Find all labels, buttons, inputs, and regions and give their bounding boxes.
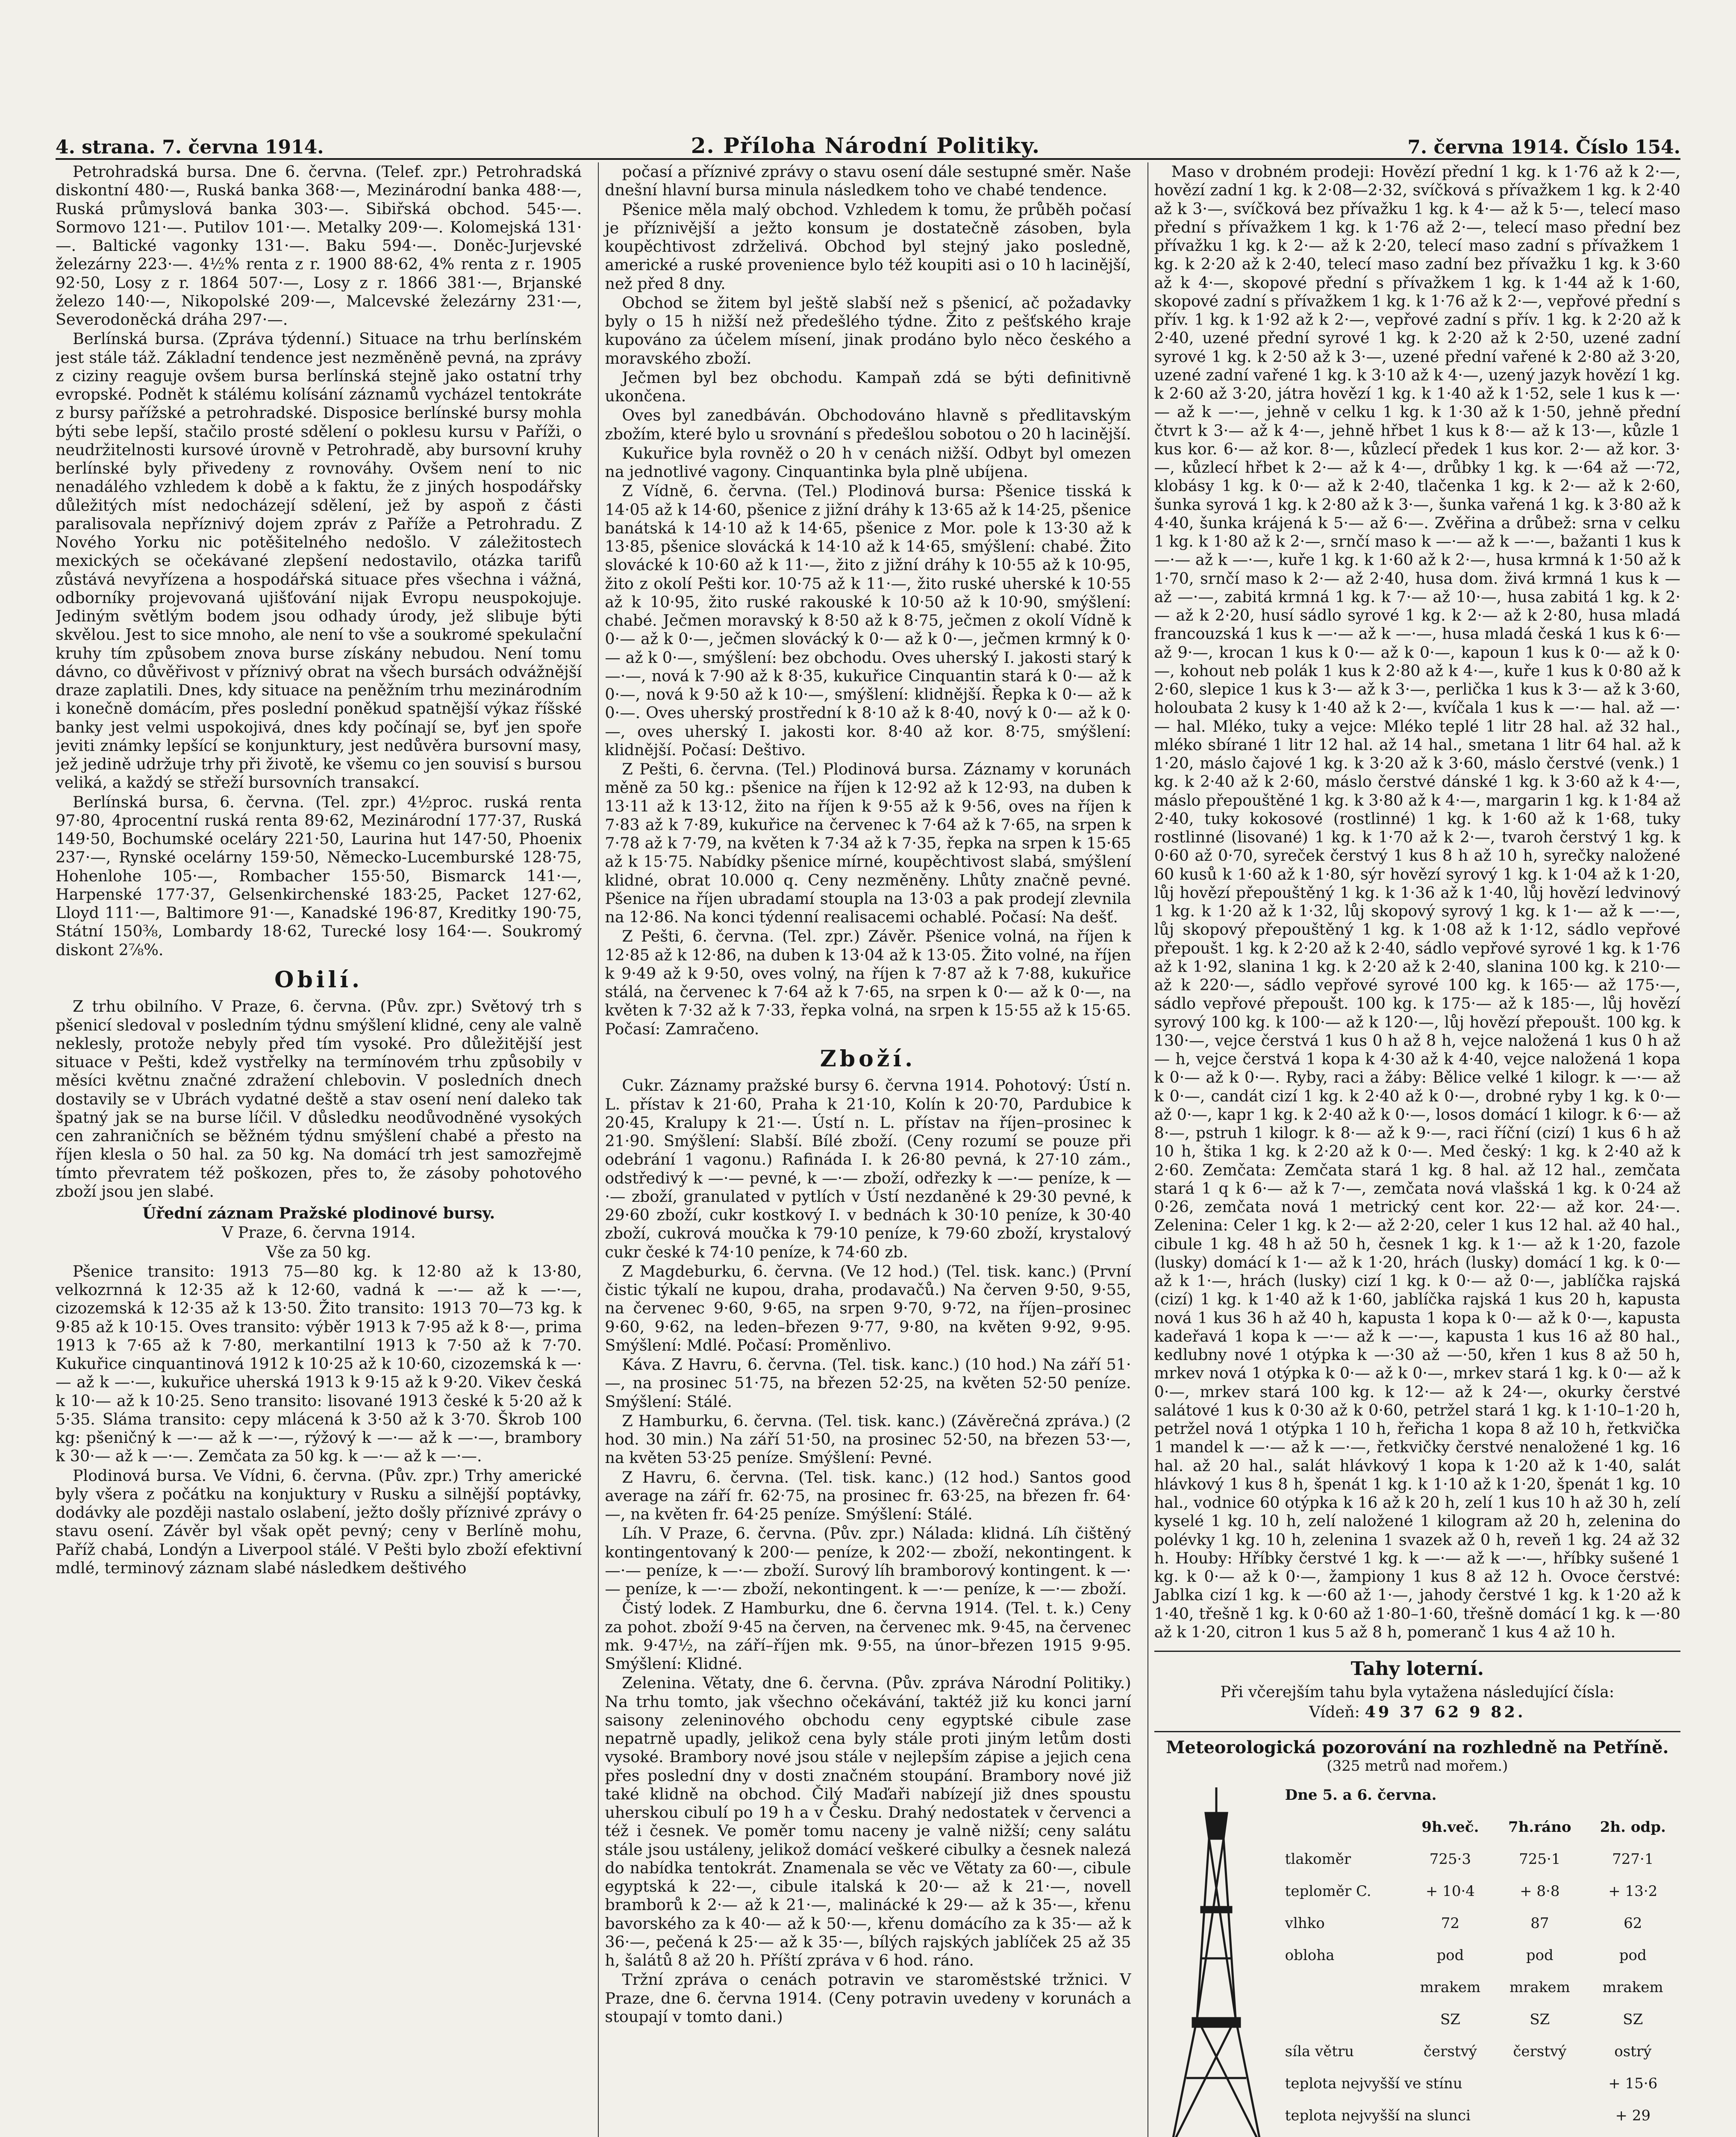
meteo-value: čerstvý: [1513, 2043, 1567, 2060]
petrin-tower-illustration: [1154, 1779, 1278, 2137]
meteo-value: 72: [1441, 1914, 1460, 1932]
article-continued: počasí a příznivé zprávy o stavu osení dále sestupné směr. Naše dnešní hlavní bursa minula následkem toho ve chabé tendence.: [605, 162, 1131, 200]
page-header: [56, 111, 1680, 160]
article-kukurice: Kukuřice byla rovněž o 20 h v cenách nižší. Odbyt byl omezen na jednotlivé vagony. Cinquantinka byla plně ubíjena.: [605, 444, 1131, 481]
column-2: [598, 162, 1131, 2137]
meteo-extreme-label: [1283, 2131, 1586, 2137]
article-oves: Oves byl zanedbáván. Obchodováno hlavně s předlitavským zbožím, které bylo u srovnání s předešlou sobotou o 20 h lacinější.: [605, 406, 1131, 443]
meteo-value: mrakem: [1509, 1978, 1570, 1996]
meteo-hour: 2h. odp.: [1600, 1818, 1666, 1836]
article-plodinova-bursa-viden: Plodinová bursa. Ve Vídni, 6. června. (Pův. zpr.) Trhy americké byly všera z počátku na konjuktury v Rusku a silnější poptávky, dodávky ale později nastalo oslabení, ježto došly příznivé zprávy o stavu osení. Závěr byl však opět pevný; ceny v Berlíně mohu, Paříž chabá, Londýn a Liverpool stálé. V Pešti bylo zboží efektivní mdlé, terminový záznam slabé následkem deštivého: [56, 1466, 582, 1577]
unit-line: Vše za 50 kg.: [266, 1242, 371, 1261]
lottery-result: [1154, 1703, 1680, 1721]
meteo-extreme-row: [1283, 2099, 1680, 2131]
meteo-value: 725·1: [1519, 1850, 1561, 1868]
meteo-value: mrakem: [1420, 1978, 1481, 1996]
meteo-extreme-value: + 29: [1615, 2107, 1651, 2124]
meteo-date: Dne 5. a 6. června.: [1285, 1786, 1437, 1804]
meteo-extreme-label: teplota nejvyšší ve stínu: [1285, 2075, 1462, 2092]
meteo-value: 87: [1530, 1914, 1549, 1932]
meteo-hours-row: [1283, 1811, 1680, 1843]
meteo-row-label: tlakoměr: [1285, 1850, 1351, 1868]
meteo-row: [1283, 1939, 1680, 1971]
meteo-extreme-row: [1283, 2131, 1680, 2137]
columns: [56, 162, 1680, 2137]
meteo-title: Meteorologická pozorování na rozhledně na Petříně.: [1166, 1737, 1669, 1757]
meteo-value: mrakem: [1602, 1978, 1663, 1996]
meteo-subtitle: (325 metrů nad mořem.): [1327, 1757, 1508, 1775]
meteo-hour: 9h.več.: [1421, 1818, 1479, 1836]
article-zito: Obchod se žitem byl ještě slabší než s pšenicí, ač požadavky byly o 15 h nižší než předešlého týdne. Žito z pešťského kraje kupováno za účelem mísení, jinak prodáno bylo něco českého a moravského zboží.: [605, 293, 1131, 368]
article-zelenina: Zelenina. Větaty, dne 6. června. (Pův. zpráva Národní Politiky.) Na trhu tomto, jak všechno očekávání, taktéž již ku konci jarní saisony zeleninového obchodu ceny egyptské cibule zase nepatrně upadly, jelikož cena byly stále proti jiným letům dosti vysoké. Brambory nové jsou stále v nejlepším zápise a jejich cena přes poslední dny v dosti značném stoupání. Brambory nové již také klidně na obchod. Čilý Maďaři nabízejí již dnes spoustu uherskou cibulí po 19 h a v Česku. Drahý nedostatek v červenci a též i česnek. Ve poměr tomu naceny je valně nižší; ceny salátu stále jsou ustáleny, jelikož domácí veškeré cibulky a česnek nalezá do nabídka tentokrát. Znamenala se věc ve Větaty za 60·—, cibule egyptská k 22·—, cibule italská k 20·— až k 21·—, novell bramborů k 2·— až k 21·—, malinácké k 29·— až k 35·—, křenu bavorského za k 40·— až k 50·—, křenu domácího za k 35·— až k 36·—, pečená k 25·— až k 35·—, bílých rajských jablíček 25 až 35 h, šalátů 8 až 20 h. Příští zpráva v 6 hod. ráno.: [605, 1674, 1131, 1970]
article-trh-obilni: Z trhu obilního. V Praze, 6. června. (Pův. zpr.) Světový trh s pšenicí sledoval v posledním týdnu smýšlení klidné, ceny ale valně neklesly, protože nebyly před tím vysoké. Pro důležitější jest situace v Pešti, kdež vystřelky na termínovém trhu způsobily v měsíci květnu značné zdražení chlebovin. V posledních dnech dostavily se v Ubrách vydatné deště a stav osení není daleko tak špatný jak se na burse líčil. V důsledku neodůvodněné vysokých cen zahraničních se běžném týdnu smýšlení chabé a přesto na říjen klesla o 50 hal. za 50 kg. Na domácí trh jest samozřejmě tímto převratem též poškozen, přes to, že zásoby pohotového zboží jsou jen slabé.: [56, 997, 582, 1201]
article-petrohrad-bursa: Petrohradská bursa. Dne 6. června. (Telef. zpr.) Petrohradská diskontní 480·—, Ruská banka 368·—, Mezinárodní banka 488·—, Ruská průmyslová banka 303·—. Sibiřská obchod. 545·—. Sormovo 121·—. Putilov 101·—. Metalky 209·—. Kolomejská 131·—. Baltické vagonky 131·—. Baku 594·—. Doněc-Jurjevské železárny 223·—. 4½% renta z r. 1900 88·62, 4% renta z r. 1905 92·50, Losy z r. 1864 507·—, Losy z r. 1866 381·—, Brjanské železo 140·—, Nikopolské 209·—, Malcevské železárny 231·—, Severodoněcká dráha 297·—.: [56, 162, 582, 329]
meteo-value: 727·1: [1612, 1850, 1654, 1868]
section-heading-zbozi: Zboží.: [820, 1045, 916, 1072]
article-lih: Líh. V Praze, 6. června. (Pův. zpr.) Nálada: klidná. Líh čištěný kontingentovaný k 200·— peníze, k 202·— zboží, nekontingent. k —·— peníze, k —·— zboží. Surový líh bramborový kontingent. k —·— peníze, k —·— zboží, nekontingent. k —·— peníze, k —·— zboží.: [605, 1524, 1131, 1598]
article-viden-plodinova: Z Vídně, 6. června. (Tel.) Plodinová bursa: Pšenice tisská k 14·05 až k 14·60, pšenice z jižní dráhy k 13·65 až k 14·25, pšenice banátská k 14·10 až k 14·65, pšenice z Mor. pole k 13·30 až k 13·85, pšenice slovácká k 14·10 až k 14·65, smýšlení: chabé. Žito slovácké k 10·60 až k 11·—, žito z jižní dráhy k 10·55 až k 10·95, žito z okolí Pešti kor. 10·75 až k 11·—, žito ruské uherské k 10·55 až k 10·95, žito ruské rakouské k 10·50 až k 10·90, smýšlení: chabé. Ječmen moravský k 8·50 až k 8·75, ječmen z okolí Vídně k 0·— až k 0·—, ječmen slovácký k 0·— až k 0·—, ječmen krmný k 0·— až k 0·—, smýšlení: bez obchodu. Oves uherský I. jakosti starý k —·—, nová k 7·90 až k 8·35, kukuřice Cinquantin stará k 0·— až k 0·—, nová k 9·50 až k 10·—, smýšlení: klidnější. Řepka k 0·— až k 0·—. Oves uherský prostřední k 8·10 až k 8·40, nový k 0·— až k 0·—, oves uherský I. jakosti kor. 8·40 až kor. 8·75, smýšlení: klidnější. Počasí: Deštivo.: [605, 482, 1131, 759]
meteo-row-label: [1283, 2003, 1406, 2035]
meteo-value: 725·3: [1429, 1850, 1471, 1868]
lottery-city: Vídeň:: [1309, 1703, 1360, 1722]
lottery-box: [1154, 1651, 1680, 1722]
lottery-intro: Při včerejším tahu byla vytažena následující čísla:: [1220, 1683, 1615, 1701]
meteo-extreme-row: [1283, 2067, 1680, 2099]
meteo-value: SZ: [1440, 2010, 1460, 2028]
meteo-extreme-value: [1586, 2131, 1680, 2137]
lottery-title: Tahy loterní.: [1351, 1658, 1484, 1680]
article-pest-plodinova: Z Pešti, 6. června. (Tel.) Plodinová bursa. Záznamy v korunách měně za 50 kg.: pšenice na říjen k 12·92 až k 12·93, na duben k 13·11 až k 13·12, žito na říjen k 9·55 až k 9·56, oves na říjen k 7·83 až k 7·89, kukuřice na červenec k 7·64 až k 7·65, na srpen k 7·78 až k 7·79, na květen k 7·34 až k 7·35, řepka na srpen k 15·65 až k 15·75. Nabídky pšenice mírné, koupěchtivost slabá, smýšlení klidné, obrat 10.000 q. Ceny nezměněny. Lhůty značně pevné. Pšenice na říjen ubradamí stoupla na 13·03 a pak prodejí zlevnila na 12·86. Na konci týdenní realisacemi ochablé. Počasí: Na dešť.: [605, 760, 1131, 926]
article-psenice: Pšenice měla malý obchod. Vzhledem k tomu, že průběh počasí je příznivější a ježto konsum je dostatečně zásoben, byla koupěchtivost zdrželivá. Obchod byl stejný jako posledně, americké a ruské provenience bylo též koupiti asi o 10 h lacinější, než před 8 dny.: [605, 200, 1131, 293]
article-berlin-weekly: Berlínská bursa. (Zpráva týdenní.) Situace na trhu berlínském jest stále táž. Základní tendence jest nezměněně pevná, na zprávy z ciziny reaguje ovšem bursa berlínská stejně jako ostatní trhy evropské. Podnět k stálému kolísání záznamů vycházel tentokráte z bursy pařížské a petrohradské. Disposice berlínské bursy mohla býti sebe lepší, stačilo prosté sdělení o poklesu kursu v Paříži, o neudržitelnosti kursové úrovně v Petrohradě, aby bursovní kruhy berlínské byly přivedeny z rovnováhy. Ovšem není to nic nenadálého vzhledem k době a k faktu, že z jiných hospodářsky důležitých míst nedocházejí sdělení, jež by aspoň z části paralisovala nepříznivý dojem zpráv z Paříže a Petrohradu. Z Nového Yorku nic potěšitelného nedošlo. V záležitostech mexických se očekávané zlepšení nedostavilo, otázka tarifů zůstává nevyřízena a hospodářská situace přes všechna i vážná, odborníky projevovaná ujišťování nijak Evropu neuspokojuje. Jediným světlým bodem jsou odhady úrody, jež slibuje býti skvělou. Jest to sice mnoho, ale není to vše a soukromé spekulační kruhy tím způsobem znova burse získány nebudou. Není tomu dávno, co důvěřivost v příznivý obrat na všech bursách odvážnější draze zaplatili. Dnes, kdy situace na peněžním trhu mezinárodním i konečně domácím, přes poslední poněkud spatnější výkaz říšské banky jest velmi uspokojivá, dnes kdy počínají se, byť jen spoře jeviti známky lepšící se konjunktury, jest nedůvěra bursovní masy, jež jedině udržuje trhy při životě, ke všemu co jen souvisí s bursou veliká, a každý se střeží bursovních transakcí.: [56, 330, 582, 792]
meteo-row-label: [1283, 1971, 1406, 2003]
meteo-value: pod: [1619, 1946, 1647, 1964]
meteo-row-label: teploměr C.: [1285, 1882, 1371, 1900]
meteo-extreme-value: + 15·6: [1608, 2075, 1658, 2092]
meteo-value: 62: [1624, 1914, 1642, 1932]
article-berlin-bursa: Berlínská bursa, 6. června. (Tel. zpr.) 4½proc. ruská renta 97·80, 4procentní ruská renta 89·62, Mezinárodní 177·37, Ruská 149·50, Bochumské oceláry 221·50, Laurina hut 147·50, Phoenix 237·—, Rynské ocelárny 159·50, Německo-Lucemburské 128·75, Hohenlohe 105·—, Rombacher 155·50, Bismarck 141·—, Harpenské 177·37, Gelsenkirchenské 183·25, Packet 127·62, Lloyd 111·—, Baltimore 91·—, Kanadské 196·87, Kreditky 190·75, Státní 150⅜, Lombardy 18·62, Turecké losy 164·—. Soukromý diskont 2⅞%.: [56, 792, 582, 959]
meteo-extreme-label: teplota nejvyšší na slunci: [1285, 2107, 1471, 2124]
article-prazska-bursa-prices: Pšenice transito: 1913 75—80 kg. k 12·80 až k 13·80, velkozrnná k 12·35 až k 12·60, vadná k —·— až k —·—, cizozemská k 12·35 až k 13·50. Žito transito: 1913 70—73 kg. k 9·85 až k 10·15. Oves transito: výběr 1913 k 7·95 až k 8·—, prima 1913 k 7·65 až k 7·80, merkantilní 1913 k 7·50 až k 7·70. Kukuřice cinquantinová 1912 k 10·25 až k 10·60, cizozemská k —·— až k —·—, kukuřice uherská 1913 k 9·15 až k 9·20. Vikev česká k 10·— až k 10·25. Seno transito: lisované 1913 české k 5·20 až k 5·35. Sláma transito: cepy mlácená k 3·50 až k 3·70. Škrob 100 kg: pšeničný k —·— až k —·—, rýžový k —·— až k —·—, brambory k 30·— až k —·—. Zemčata za 50 kg. k —·— až k —·—.: [56, 1262, 582, 1466]
meteo-value: + 8·8: [1520, 1882, 1560, 1900]
column-1: [56, 162, 582, 2137]
meteo-row-label: vlhko: [1285, 1914, 1325, 1932]
meteo-value: pod: [1526, 1946, 1554, 1964]
article-pest-zaver: Z Pešti, 6. června. (Tel. zpr.) Závěr. Pšenice volná, na říjen k 12·85 až k 12·86, na duben k 13·04 až k 13·05. Žito volné, na říjen k 9·49 až k 9·50, oves volný, na říjen k 7·87 až k 7·88, kukuřice stálá, na červenec k 7·64 až k 7·65, na srpen k 0·— až k 0·—, na květen k 7·32 až k 7·33, řepka volná, na srpen k 15·55 až k 15·65. Počasí: Zamračeno.: [605, 927, 1131, 1038]
meteo-value: + 13·2: [1608, 1882, 1658, 1900]
header-right: 7. června 1914. Číslo 154.: [1407, 136, 1680, 158]
meteo-value: + 10·4: [1425, 1882, 1475, 1900]
meteo-row: [1283, 1843, 1680, 1875]
lottery-numbers: 49 37 62 9 82.: [1365, 1703, 1526, 1722]
meteo-hour: 7h.ráno: [1508, 1818, 1571, 1836]
article-magdeburk: Z Magdeburku, 6. června. (Ve 12 hod.) (Tel. tisk. kanc.) (První čistic týkalí ne kupou, draha, prodavačů.) Na červen 9·50, 9·55, na červenec 9·60, 9·65, na srpen 9·70, 9·72, na říjen–prosinec 9·60, 9·62, na leden–březen 9·77, 9·80, na květen 9·92, 9·95. Smýšlení: Mdlé. Počasí: Proměnlivo.: [605, 1262, 1131, 1354]
meteo-table: [1283, 1779, 1680, 2137]
article-kava-havr-2: Z Havru, 6. června. (Tel. tisk. kanc.) (12 hod.) Santos good average na září fr. 62·75, na prosinec fr. 63·25, na březen fr. 64·—, na květen fr. 64·25 peníze. Smýšlení: Stálé.: [605, 1468, 1131, 1524]
date-line: V Praze, 6. června 1914.: [221, 1223, 416, 1242]
article-trzni-zprava: Tržní zpráva o cenách potravin ve staroměstské tržnici. V Praze, dne 6. června 1914. (Ceny potravin uvedeny v korunách a stoupají v tomto dani.): [605, 1970, 1131, 2026]
section-heading-obili: Obilí.: [274, 966, 363, 993]
meteo-value: SZ: [1530, 2010, 1550, 2028]
meteo-row: [1283, 2035, 1680, 2067]
subheading-uredni-zaznam: Úřední záznam Pražské plodinové bursy.: [142, 1204, 495, 1223]
meteo-value: ostrý: [1614, 2043, 1652, 2060]
meteo-value: čerstvý: [1423, 2043, 1477, 2060]
article-ceny-potravin: Maso v drobném prodeji: Hovězí přední 1 kg. k 1·76 až k 2·—, hovězí zadní 1 kg. k 2·08—2·32, svíčková s přívažkem 1 kg. k 2·40 až k 3·—, svíčková bez přívažku 1 kg. k 4·— až k 5·—, telecí maso přední s přívažkem 1 kg. k 1·76 až 2·—, telecí maso přední bez přívažku 1 kg. k 2·— až k 2·20, telecí maso zadní s přívažkem 1 kg. k 2·20 až k 2·40, telecí maso zadní bez přívažku 1 kg. k 3·60 až k 4·—, skopové přední s přívažkem 1 kg. k 1·44 až k 1·60, skopové zadní s přívažkem 1 kg. k 1·76 až k 2·—, vepřové přední s přív. 1 kg. k 1·92 až k 2·—, vepřové zadní s přív. 1 kg. k 2·20 až k 2·40, uzené přední syrové 1 kg. k 2·20 až k 2·50, uzené zadní syrové 1 kg. k 2·50 až k 3·—, uzené přední vařené k 2·80 až 3·20, uzené zadní vařené 1 kg. k 3·10 až k 4·—, uzený jazyk hovězí 1 kg. k 2·60 až 3·20, játra hovězí 1 kg. k 1·40 až k 1·52, sele 1 kus k —·— až k —·—, jehně v celku 1 kg. k 1·30 až k 1·50, jehně přední čtvrt k 3·— až k 4·—, jehně hřbet 1 kus k 8·— až k 13·—, kůzle 1 kus kor. 6·— až kor. 8·—, kůzlecí předek 1 kus kor. 2·— až kor. 3·—, kůzlecí hřbet k 2·— až k 4·—, drůbky 1 kg. k —·64 až —·72, klobásy 1 kg. k 0·— až k 2·40, tlačenka 1 kg. k 2·— až k 2·60, šunka syrová 1 kg. k 2·80 až k 3·—, šunka vařená 1 kg. k 3·80 až k 4·40, šunka krájená k 5·— až 6·—. Zvěřina a drůbež: srna v celku 1 kg. k 1·80 až k 2·—, srnčí maso k —·— až k —·—, bažanti 1 kus k —·— až k —·—, kuře 1 kg. k 1·60 až k 2·—, husa krmná k 1·50 až k 1·70, srnčí maso k 2·— až 2·40, husa dom. živá krmná 1 kus k — až —·—, zabitá krmná 1 kg. k 7·— až 10·—, husa zabitá 1 kg. k 2·— až k 2·20, husí sádlo syrové 1 kg. k 2·— až k 2·80, husa mladá francouzská 1 kus k —·— až k —·—, husa mladá česká 1 kus k 6·— až 9·—, krocan 1 kus k 0·— až k 0·—, kapoun 1 kus k 0·— až k 0·—, kohout neb polák 1 kus k 2·80 až k 4·—, kuře 1 kus k 0·80 až k 2·60, slepice 1 kus k 3·— až k 3·—, perlička 1 kus k 3·— až k 3·60, holoubata 2 kusy k 1·40 až k 2·—, kvíčala 1 kus k —·— hal. až —·— hal. Mléko, tuky a vejce: Mléko teplé 1 litr 28 hal. až 32 hal., mléko sbírané 1 litr 12 hal. až 14 hal., smetana 1 litr 64 hal. až k 1·20, máslo čajové 1 kg. k 3·20 až k 3·60, máslo čerstvé (venk.) 1 kg. k 2·40 až k 2·60, máslo čerstvé dánské 1 kg. k 3·60 až k 4·—, máslo přepouštěné 1 kg. k 3·80 až k 4·—, margarin 1 kg. k 1·84 až 2·40, tuky kokosové (rostlinné) 1 kg. k 1·60 až k 1·68, tuky rostlinné (lisované) 1 kg. k 1·70 až k 2·—, tvaroh čerstvý 1 kg. k 0·60 až 0·70, syreček čerstvý 1 kus 8 h až 10 h, syrečky naložené 60 kusů k 1·60 až k 1·80, sýr hovězí syrový 1 kg. k 1·04 až k 1·20, lůj hovězí přepouštěný 1 kg. k 1·36 až k 1·40, lůj hovězí ledvinový 1 kg. k 1·20 až k 1·32, lůj skopový syrový 1 kg. k 1·— až k —·—, lůj skopový přepouštěný 1 kg. k 1·08 až k 1·12, sádlo vepřové přepoušt. 1 kg. k 2·20 až k 2·40, sádlo vepřové syrové 1 kg. k 1·76 až k 1·92, slanina 1 kg. k 2·20 až k 2·40, slanina 100 kg. k 210·— až k 220·—, sádlo vepřové syrové 100 kg. k 165·— až 175·—, sádlo vepřové přepoušt. 100 kg. k 175·— až k 185·—, lůj hovězí syrový 100 kg. k 100·— až k 120·—, lůj hovězí přepoušt. 100 kg. k 130·—, vejce čerstvá 1 kus 0 h až 8 h, vejce naložená 1 kus 0 h až — h, vejce čerstvá 1 kopa k 4·30 až k 4·40, vejce naložená 1 kopa k 0·— až k 0·—. Ryby, raci a žáby: Bělice velké 1 kilogr. k —·— až k 0·—, candát cizí 1 kg. k 2·40 až k 0·—, drobné ryby 1 kg. k 0·— až 0·—, kapr 1 kg. k 2·40 až k 0·—, losos domácí 1 kilogr. k 6·— až 8·—, pstruh 1 kilogr. k 8·— až k 9·—, raci říční (cizí) 1 kus 6 h až 10 h, štika 1 kg. k 2·20 až k 0·—. Med český: 1 kg. k 2·40 až k 2·60. Zemčata: Zemčata stará 1 kg. 8 hal. až 12 hal., zemčata stará 1 q k 6·— až k 7·—, zemčata nová vlašská 1 kg. k 0·24 až 0·26, zemčata nová 1 metrický cent kor. 22·— až kor. 24·—. Zelenina: Celer 1 kg. k 2·— až 2·20, celer 1 kus 12 hal. až 40 hal., cibule 1 kg. 48 h až 50 h, česnek 1 kg. k 1·— až k 1·20, fazole (lusky) domácí k 1·— až k 1·20, hrách (lusky) domácí 1 kg. k 0·— až k 1·—, hrách (lusky) cizí 1 kg. k 0·— až 0·—, jablíčka rajská (cizí) 1 kg. k 1·40 až k 1·60, jablíčka rajská 1 kus 20 h, kapusta nová 1 kus 36 h až 40 h, kapusta 1 kopa k 0·— až k 0·—, kapusta kadeřavá 1 kopa k —·— až k —·—, kapusta 1 kus 16 až 80 hal., kedlubny nové 1 otýpka k —·30 až —·50, křen 1 kus 8 až 50 h, mrkev nová 1 otýpka k 0·— až k 0·—, mrkev stará 1 kg. k 0·— až k 0·—, mrkev stará 100 kg. k 12·— až k 24·—, okurky čerstvé salátové 1 kus k 0·30 až k 0·60, petržel stará 1 kg. k 1·10–1·20 h, petržel nová 1 otýpka 1 10 h, řeřicha 1 kopa 8 až 10 h, řetkvička 1 mandel k —·— až k —·—, řetkvičky čerstvé nenaložené 1 kg. 16 hal. až 20 hal., salát hlávkový 1 kopa k 1·20 až k 1·40, salát hlávkový 1 kus 8 h, špenát 1 kg. k 1·10 až k 1·20, špenát 1 kg. 10 hal., vodnice 60 otýpka k 16 až k 20 h, zelí 1 kus 10 h až 30 h, zelí kyselé 1 kg. 10 h, zelí naložené 1 kilogram až 20 h, zelenina do polévky 1 kg. 10 h, zelenina 1 svazek až 0 h, reveň 1 kg. 24 až 32 h. Houby: Hříbky čerstvé 1 kg. k —·— až k —·—, hříbky sušené 1 kg. k 0·— až k 0·—, žampiony 1 kus 8 až 12 h. Ovoce čerstvé: Jablka cizí 1 kg. k —·60 až 1·—, jahody čerstvé 1 kg. k 1·20 až k 1·40, třešně 1 kg. k 0·60 až 1·80–1·60, třešně domácí 1 kg. k —·80 až k 1·20, citron 1 kus 5 až 8 h, pomeranč 1 kus 4 až 10 h.: [1154, 162, 1680, 1641]
meteo-row: [1283, 1907, 1680, 1939]
meteo-value: pod: [1436, 1946, 1464, 1964]
article-kava-hamburk: Z Hamburku, 6. června. (Tel. tisk. kanc.) (Závěrečná zpráva.) (2 hod. 30 min.) Na září 51·50, na prosinec 52·50, na březen 53·—, na květen 53·25 peníze. Smýšlení: Pevné.: [605, 1411, 1131, 1467]
meteo-value: SZ: [1623, 2010, 1643, 2028]
meteo-row: [1283, 2003, 1680, 2035]
meteo-box: [1154, 1731, 1680, 2137]
header-title: 2. Příloha Národní Politiky.: [691, 133, 1041, 158]
article-kava-havr: Káva. Z Havru, 6. června. (Tel. tisk. kanc.) (10 hod.) Na září 51·—, na prosinec 51·75, na březen 52·25, na květen 52·50 peníze. Smýšlení: Stálé.: [605, 1355, 1131, 1411]
article-cukr: Cukr. Záznamy pražské bursy 6. června 1914. Pohotový: Ústí n. L. přístav k 21·60, Praha k 21·10, Kolín k 20·70, Pardubice k 20·45, Kralupy k 21·—. Ústí n. L. přístav na říjen–prosinec k 21·90. Smýšlení: Slabší. Bílé zboží. (Ceny rozumí se pouze při odebrání 1 vagonu.) Rafináda I. k 26·80 pevná, k 27·10 zám., odstředivý k —·— pevné, k —·— zboží, odřezky k —·— peníze, k —·— zboží, granulated v pytlích v Ústí nezdaněné k 29·30 pevné, k 29·60 zboží, cukr kostkový I. v bednách k 30·10 peníze, k 30·40 zboží, cukrová moučka k 79·10 peníze, k 79·60 zboží, krystalový cukr české k 74·10 peníze, k 74·60 zb.: [605, 1076, 1131, 1261]
article-jecmen: Ječmen byl bez obchodu. Kampaň zdá se býti definitivně ukončena.: [605, 368, 1131, 405]
meteo-row-label: obloha: [1285, 1946, 1335, 1964]
header-left: 4. strana. 7. června 1914.: [56, 136, 324, 158]
meteo-body: [1154, 1779, 1680, 2137]
column-3: [1148, 162, 1680, 2137]
meteo-row: [1283, 1971, 1680, 2003]
article-cisty-lodek: Čistý lodek. Z Hamburku, dne 6. června 1914. (Tel. t. k.) Ceny za pohot. zboží 9·45 na červen, na červenec mk. 9·45, na červenec mk. 9·47½, na září–říjen mk. 9·55, na únor–březen 1915 9·95. Smýšlení: Klidné.: [605, 1599, 1131, 1673]
meteo-row: [1283, 1875, 1680, 1907]
meteo-row-label: síla větru: [1285, 2043, 1354, 2060]
